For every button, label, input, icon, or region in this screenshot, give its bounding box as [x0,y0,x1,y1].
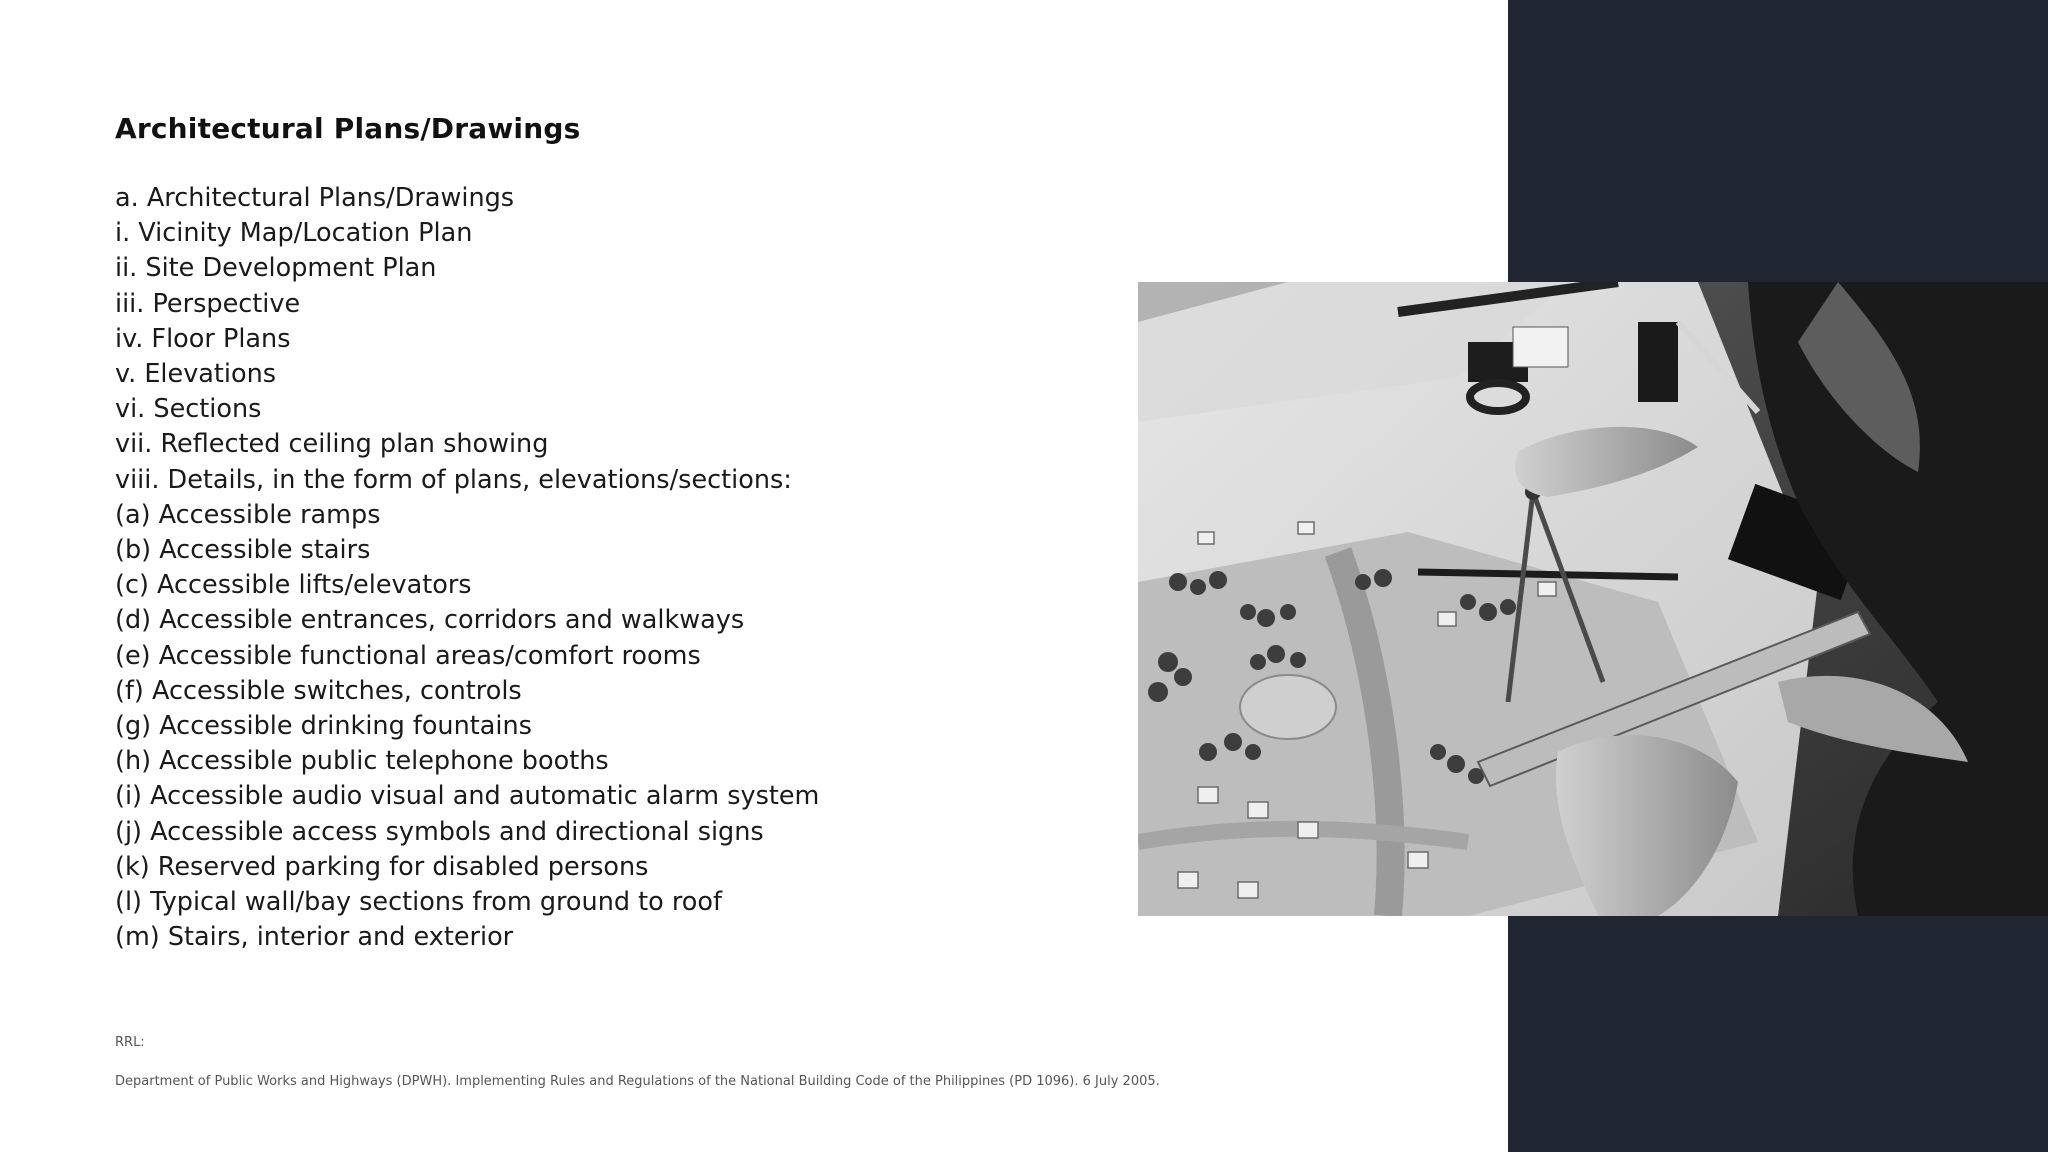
list-item: (h) Accessible public telephone booths [115,746,609,777]
list-item: (k) Reserved parking for disabled persons [115,851,649,882]
list-item: a. Architectural Plans/Drawings [115,183,515,213]
list-item: (l) Typical wall/bay sections from ground to roof [115,887,722,918]
list-item: (g) Accessible drinking fountains [115,711,532,742]
list-item: (m) Stairs, interior and exterior [115,922,514,953]
list-item: (j) Accessible access symbols and directional signs [115,816,764,847]
list-item: (a) Accessible ramps [115,499,381,530]
reference-citation: Department of Public Works and Highways (DPWH). Implementing Rules and Regulations of the National Building Code of the Philippines (PD 1096). 6 July 2005. [115,1074,1160,1089]
list-item: (b) Accessible stairs [115,535,371,566]
list-item: (c) Accessible lifts/elevators [115,570,472,601]
list-item: viii. Details, in the form of plans, elevations/sections: [115,464,792,495]
list-item: iii. Perspective [115,288,301,319]
list-item: iv. Floor Plans [115,323,291,354]
list-item: ii. Site Development Plan [115,253,437,284]
drawing-requirements-list [115,181,819,955]
list-item: (f) Accessible switches, controls [115,675,522,706]
list-item: vi. Sections [115,394,262,425]
list-item: vii. Reflected ceiling plan showing [115,429,549,460]
list-item: (d) Accessible entrances, corridors and walkways [115,605,745,636]
list-item: i. Vicinity Map/Location Plan [115,218,473,249]
list-item: (e) Accessible functional areas/comfort rooms [115,640,701,671]
list-item: v. Elevations [115,359,277,390]
slide-title: Architectural Plans/Drawings [115,112,581,145]
architect-drafting-photo [1138,282,2048,916]
rrl-label: RRL: [115,1035,145,1050]
list-item: (i) Accessible audio visual and automatic alarm system [115,781,820,812]
